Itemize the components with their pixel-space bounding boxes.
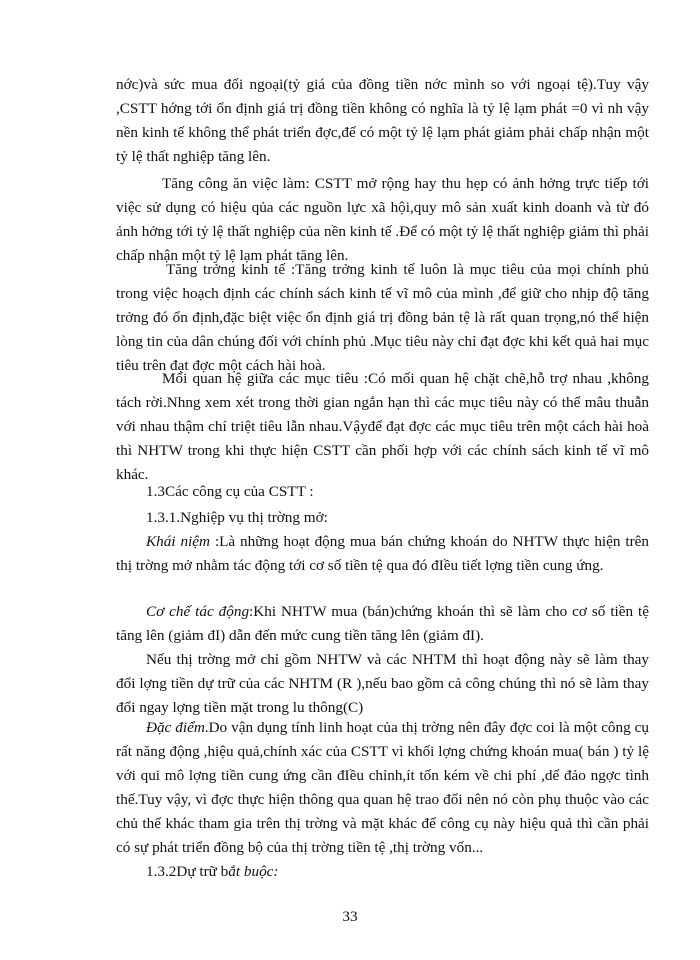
paragraph-definition	[116, 530, 649, 578]
paragraph-mechanism	[116, 600, 649, 648]
characteristics-label: Đặc điểm	[146, 719, 205, 736]
heading-1-3-2	[146, 860, 278, 884]
heading-1-3-2-prefix: 1.3.2Dự trữ b	[146, 863, 229, 880]
paragraph-economic-growth: Tăng trởng kinh tế :Tăng trởng kinh tế luôn là mục tiêu của mọi chính phủ trong việc hoạch định các chính sách kinh tế vĩ mô của mình ,để giữ cho nhịp độ tăng trởng đó ổn định,đặc biệt việc ổn định giá trị đồng bản tệ là rất quan trọng,nó thể hiện lòng tin của dân chúng đối với chính phủ .Mục tiêu này chỉ đạt đợc khi kết quả hai mục tiêu trên đạt đợc một cách hài hoà.	[116, 261, 649, 374]
paragraph-exchange-rate: nớc)và sức mua đối ngoại(tỷ giá của đồng tiền nớc mình so với ngoại tệ).Tuy vậy ,CSTT hớng tới ổn định giá trị đồng tiền không có nghĩa là tỷ lệ lạm phát =0 vì nh vậy nền kinh tế không thể phát triển đợc,để có một tỷ lệ lạm phát giảm phải chấp nhận một tỷ lệ thất nghiệp tăng lên.	[116, 76, 649, 165]
page-number: 33	[342, 908, 358, 925]
mechanism-text: :Khi NHTW mua (bán)chứng khoán thì sẽ làm cho cơ số tiền tệ tăng lên (giảm đI) dẫn đến mức cung tiền tăng lên (giảm đI).	[116, 603, 649, 644]
heading-1-3: 1.3Các công cụ của CSTT :	[146, 483, 314, 500]
characteristics-text: .Do vận dụng tính linh hoạt của thị trờng nên đây đợc coi là một công cụ rất năng động ,hiệu quả,chính xác của CSTT vì khối lợng chứng khoán mua( bán ) tỷ lệ với qui mô lợng tiền cung ứng cần đIều chỉnh,ít tốn kém về chi phí ,dể đảo ngợc tình thế.Tuy vậy, vì đợc thực hiện thông qua quan hệ trao đổi nên nó còn phụ thuộc vào các chủ thể khác tham gia trên thị trờng và mặt khác để công cụ này hiệu quả thì cần phải có sự phát triển đồng bộ của thị trờng tiền tệ ,thị trờng vốn...	[116, 719, 650, 856]
paragraph-employment: Tăng công ăn việc làm: CSTT mở rộng hay thu hẹp có ảnh hởng trực tiếp tới việc sử dụng có hiệu qủa các nguồn lực xã hội,quy mô sản xuất kinh doanh và từ đó ảnh hởng tới tỷ lệ thất nghiệp của nền kinh tế .Để có một tỷ lệ thất nghiệp giảm thì phải chấp nhận một tỷ lệ lạm phát tăng lên.	[116, 175, 649, 264]
heading-1-3-2-italic: ắt buộc:	[228, 863, 279, 880]
definition-label: Khái niệm	[146, 533, 210, 550]
paragraph-characteristics	[116, 716, 649, 860]
paragraph-goal-relationship: Mối quan hệ giữa các mục tiêu :Có mối quan hệ chặt chẽ,hỗ trợ nhau ,không tách rời.Nhng xem xét trong thời gian ngắn hạn thì các mục tiêu này có thể mâu thuẫn với nhau thậm chí triệt tiêu lẫn nhau.Vậyđể đạt đợc các mục tiêu trên một cách hài hoà thì NHTW trong khi thực hiện CSTT cần phối hợp với các chính sách kinh tế vĩ mô khác.	[116, 370, 649, 483]
heading-1-3-1: 1.3.1.Nghiệp vụ thị trờng mở:	[146, 509, 328, 526]
mechanism-label: Cơ chế tác động	[146, 603, 250, 620]
paragraph-nhtm: Nếu thị trờng mở chỉ gồm NHTW và các NHTM thì hoạt động này sẽ làm thay đổi lợng tiền dự trữ của các NHTM (R ),nếu bao gồm cả công chúng thì nó sẽ làm thay đổi ngay lợng tiền mặt trong lu thông(C)	[116, 651, 649, 716]
definition-text: :Là những hoạt động mua bán chứng khoán do NHTW thực hiện trên thị trờng mở nhằm tác động tới cơ số tiền tệ qua đó đIều tiết lợng tiền cung ứng.	[116, 533, 649, 574]
